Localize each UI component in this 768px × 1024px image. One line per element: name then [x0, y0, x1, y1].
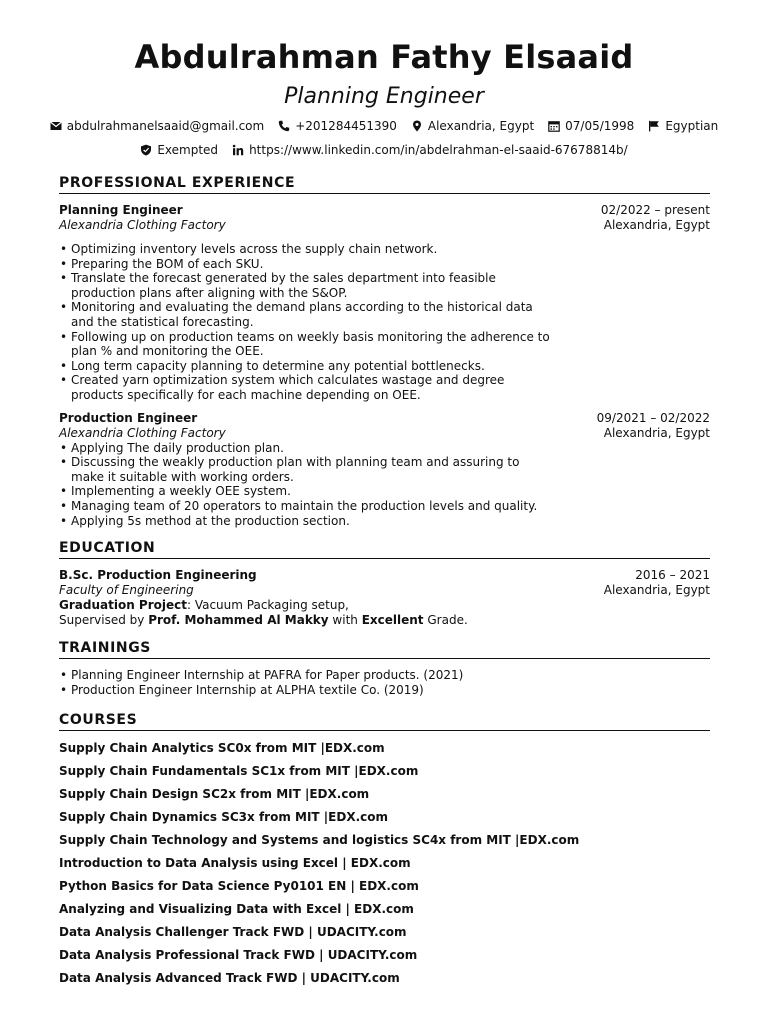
job-title: Planning Engineer	[59, 203, 183, 217]
job-title: Planning Engineer	[284, 84, 484, 109]
trainings-section	[59, 640, 710, 697]
course-item: Supply Chain Analytics SC0x from MIT |EDX.com	[59, 741, 385, 755]
list-item: • Implementing a weekly OEE system.	[71, 484, 710, 499]
list-item: • Created yarn optimization system which calculates wastage and degree products specifically for each machine depending on OEE.	[71, 373, 710, 402]
course-item: Analyzing and Visualizing Data with Excel | EDX.com	[59, 902, 414, 916]
job-location: Alexandria, Egypt	[603, 425, 710, 440]
job-entry	[59, 203, 710, 403]
linkedin-icon	[232, 144, 244, 156]
list-item: • Long term capacity planning to determine any potential bottlenecks.	[71, 359, 710, 374]
course-item: Supply Chain Design SC2x from MIT |EDX.com	[59, 787, 370, 801]
courses-heading: COURSES	[59, 712, 710, 731]
nationality-text: Egyptian	[665, 119, 719, 133]
education-location: Alexandria, Egypt	[603, 583, 710, 597]
job-dates: 02/2022 – present	[600, 203, 710, 217]
envelope-icon	[50, 120, 62, 132]
job-location: Alexandria, Egypt	[603, 218, 710, 232]
supervisor-name: Prof. Mohammed Al Makky	[148, 613, 329, 627]
education-heading: EDUCATION	[59, 540, 710, 559]
list-item: • Discussing the weakly production plan with planning team and assuring to make it suitable with working orders.	[71, 455, 710, 484]
courses-list	[59, 741, 710, 986]
contact-line-1	[0, 119, 768, 133]
list-item: • Planning Engineer Internship at PAFRA for Paper products. (2021)	[71, 668, 710, 683]
linkedin-link[interactable]: https://www.linkedin.com/in/abdelrahman-el-saaid-67678814b/	[249, 143, 628, 157]
phone-icon	[278, 120, 290, 132]
birthdate-item	[548, 119, 634, 133]
job-company: Alexandria Clothing Factory	[59, 218, 226, 232]
email-item[interactable]	[50, 119, 264, 133]
course-item: Data Analysis Challenger Track FWD | UDACITY.com	[59, 925, 407, 939]
phone-item[interactable]	[278, 119, 397, 133]
courses-section	[59, 712, 710, 994]
experience-heading: PROFESSIONAL EXPERIENCE	[59, 175, 710, 194]
school: Faculty of Engineering	[59, 583, 194, 597]
trainings-list	[59, 668, 710, 697]
location-item	[411, 119, 534, 133]
job-bullets	[59, 441, 710, 529]
job-company: Alexandria Clothing Factory	[59, 425, 226, 440]
degree: B.Sc. Production Engineering	[59, 568, 257, 582]
list-item: • Production Engineer Internship at ALPHA textile Co. (2019)	[71, 683, 710, 698]
list-item: • Following up on production teams on weekly basis monitoring the adherence to plan % and monitoring the OEE.	[71, 330, 710, 359]
trainings-heading: TRAININGS	[59, 640, 710, 659]
flag-icon	[648, 120, 660, 132]
course-item: Data Analysis Advanced Track FWD | UDACITY.com	[59, 971, 400, 985]
list-item: • Preparing the BOM of each SKU.	[71, 257, 710, 272]
list-item: • Monitoring and evaluating the demand plans according to the historical data and the statistical forecasting.	[71, 300, 710, 329]
full-name: Abdulrahman Fathy Elsaaid	[134, 38, 634, 76]
education-dates: 2016 – 2021	[635, 568, 710, 582]
phone-text: +201284451390	[295, 119, 397, 133]
course-item: Supply Chain Dynamics SC3x from MIT |EDX.com	[59, 810, 388, 824]
calendar-icon	[548, 120, 560, 132]
linkedin-item[interactable]	[232, 143, 628, 157]
shield-icon	[140, 144, 152, 156]
map-pin-icon	[411, 120, 423, 132]
list-item: • Optimizing inventory levels across the supply chain network.	[71, 242, 710, 257]
list-item: • Applying 5s method at the production section.	[71, 514, 710, 529]
experience-section	[59, 175, 710, 528]
course-item: Python Basics for Data Science Py0101 EN | EDX.com	[59, 879, 419, 893]
job-title: Production Engineer	[59, 410, 198, 425]
education-section	[59, 540, 710, 628]
nationality-item	[648, 119, 718, 133]
military-item	[140, 143, 218, 157]
graduation-project: Graduation Project: Vacuum Packaging setup,	[59, 598, 349, 612]
list-item: • Applying The daily production plan.	[71, 441, 710, 456]
supervisor-line: Supervised by Prof. Mohammed Al Makky with Excellent Grade.	[59, 613, 468, 627]
course-item: Data Analysis Professional Track FWD | UDACITY.com	[59, 948, 418, 962]
job-dates: 09/2021 – 02/2022	[596, 410, 710, 425]
job-bullets	[59, 242, 710, 403]
list-item: • Managing team of 20 operators to maintain the production levels and quality.	[71, 499, 710, 514]
birthdate-text: 07/05/1998	[565, 119, 635, 133]
location-text: Alexandria, Egypt	[427, 119, 535, 133]
course-item: Supply Chain Fundamentals SC1x from MIT |EDX.com	[59, 764, 419, 778]
job-entry	[59, 411, 710, 529]
email-text: abdulrahmanelsaaid@gmail.com	[66, 119, 265, 133]
course-item: Supply Chain Technology and Systems and logistics SC4x from MIT |EDX.com	[59, 833, 580, 847]
grade: Excellent	[361, 613, 424, 627]
military-text: Exempted	[157, 143, 219, 157]
course-item: Introduction to Data Analysis using Excel | EDX.com	[59, 856, 411, 870]
contact-line-2	[0, 143, 768, 157]
list-item: • Translate the forecast generated by the sales department into feasible production plans after aligning with the S&OP.	[71, 271, 710, 300]
